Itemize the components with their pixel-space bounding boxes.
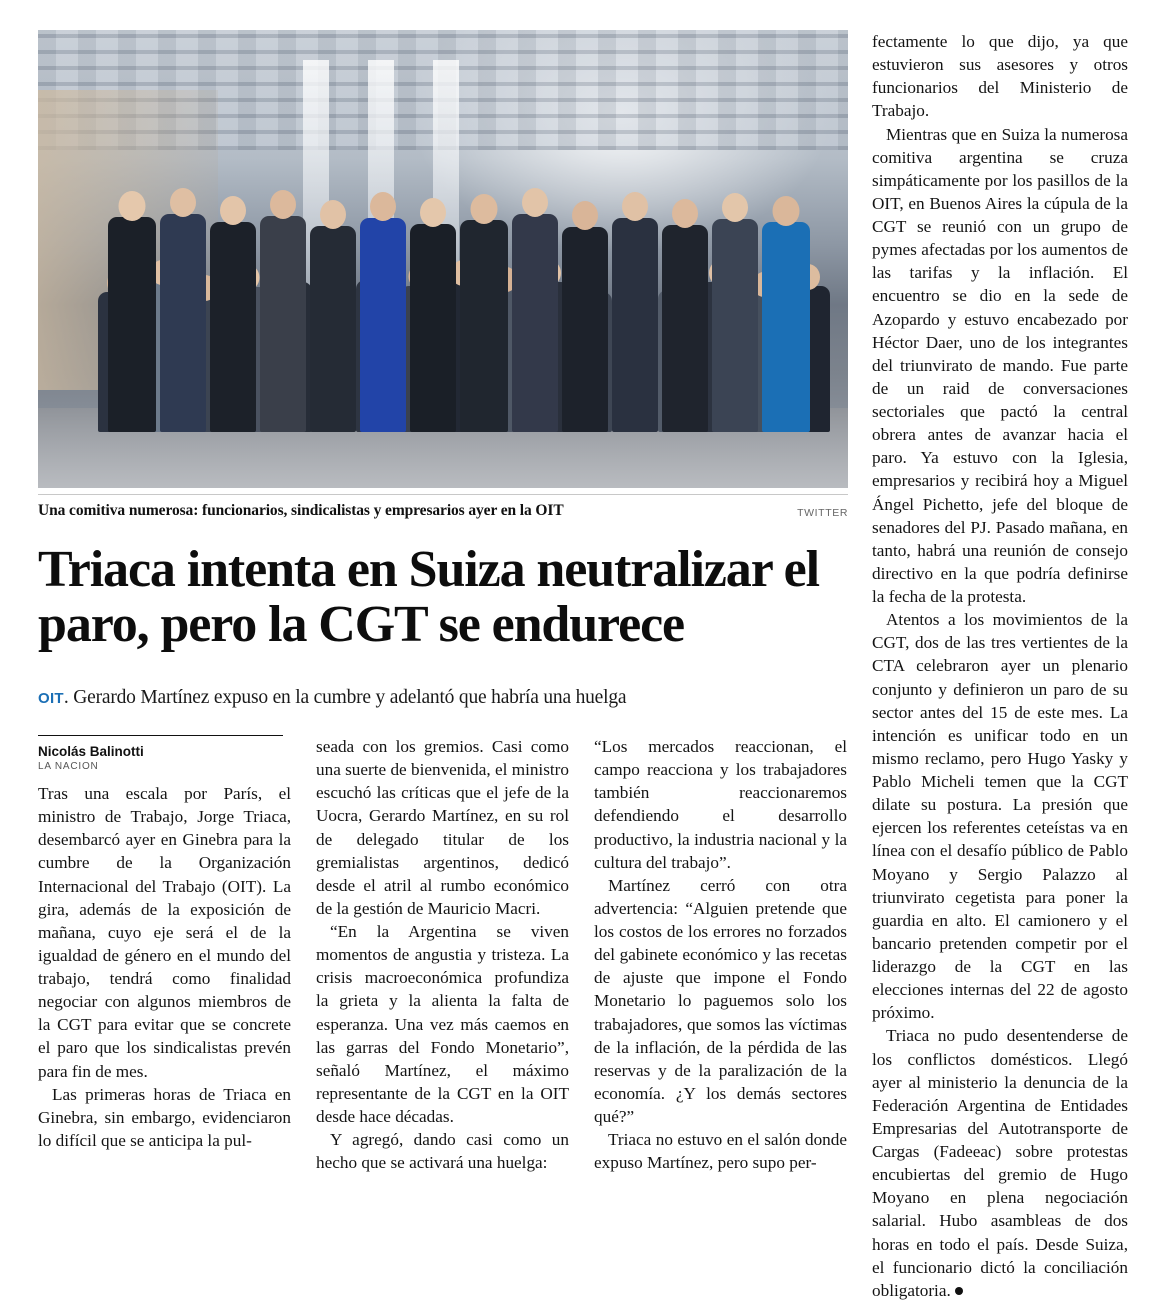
body-column-4 xyxy=(872,30,1128,1302)
body-column-2 xyxy=(316,735,569,1174)
byline-organization: LA NACION xyxy=(38,761,99,772)
article-top xyxy=(38,30,848,709)
paragraph: “Los mercados reaccionan, el campo reacciona y los trabajadores también reaccionaremos defendiendo el desarrollo productivo, la industria nacional y la cultura del trabajo”. xyxy=(594,737,847,872)
paragraph-text: Triaca no pudo desentenderse de los conflictos domésticos. Llegó ayer al ministerio la denuncia de la Federación Argentina de Entidades Empresarias del Autotransporte de Cargas (Fadeeac) sobre protestas encubiertas del gremio de Hugo Moyano en plena negociación salarial. Hubo asambleas de dos horas en todo el país. Desde Suiza, el funcionario dictó la conciliación obligatoria. xyxy=(872,1026,1128,1300)
body-column-3 xyxy=(594,735,847,1174)
paragraph: Martínez cerró con otra advertencia: “Alguien pretende que los costos de los errores no forzados del gabinete económico y las recetas de ajuste que impone el Fondo Monetario lo paguemos solo los trabajadores, que somos las víctimas de la inflación, de la pérdida de las reservas y de la paralización de la economía. ¿Y los demás sectores qué?” xyxy=(594,875,847,1126)
paragraph: fectamente lo que dijo, ya que estuvieron sus asesores y otros funcionarios del Ministerio de Trabajo. xyxy=(872,32,1128,121)
photo-crowd xyxy=(38,102,848,432)
article-photo xyxy=(38,30,848,488)
article-headline: Triaca intenta en Suiza neutralizar el paro, pero la CGT se endurece xyxy=(38,541,819,654)
end-of-article-dot xyxy=(955,1287,963,1295)
photo-caption: Una comitiva numerosa: funcionarios, sindicalistas y empresarios ayer en la OIT xyxy=(38,502,564,519)
subhead-kicker: OIT xyxy=(38,690,64,708)
paragraph: Las primeras horas de Triaca en Ginebra, sin embargo, evidenciaron lo difícil que se anticipa la pul- xyxy=(38,1084,291,1150)
subhead-text: . Gerardo Martínez expuso en la cumbre y adelantó que habría una huelga xyxy=(63,687,627,709)
photo-caption-bar xyxy=(38,494,848,520)
photo-credit: TWITTER xyxy=(797,507,848,519)
paragraph: “En la Argentina se viven momentos de angustia y tristeza. La crisis macroeconómica profundiza la grieta y la alienta la falta de esperanza. Una vez más caemos en las garras del Fondo Monetario”, señaló Martínez, el máximo representante de la CGT en la OIT desde hace décadas. xyxy=(316,922,569,1126)
paragraph: seada con los gremios. Casi como una suerte de bienvenida, el ministro escuchó las críticas que el jefe de la Uocra, Gerardo Martínez, en su rol de delegado titular de los gremialistas argentinos, dedicó desde el atril al rumbo económico de la gestión de Mauricio Macri. xyxy=(316,737,569,918)
body-column-1 xyxy=(38,735,291,1174)
paragraph: Tras una escala por París, el ministro de Trabajo, Jorge Triaca, desembarcó ayer en Ginebra para la cumbre de la Organización Internacional del Trabajo (OIT). La gira, además de la exposición de mañana, cuyo eje será el de la igualdad de género en el mundo del trabajo, tendrá como finalidad negociar con algunos miembros de la CGT para evitar que se concrete el paro que los sindicalistas prevén para fin de mes. xyxy=(38,784,291,1081)
byline-rule xyxy=(38,735,283,736)
paragraph: Atentos a los movimientos de la CGT, dos de las tres vertientes de la CTA celebraron ayer un plenario conjunto y definieron un paro de su sector antes del 15 de este mes. La intención es unificar todo en un mismo reclamo, pero Hugo Yasky y Pablo Micheli temen que la CGT dilate su postura. La presión que ejercen los referentes ceteístas va en línea con el desafío público de Pablo Moyano y Sergio Palazzo al triunvirato cegetista para poner la guardia en alto. El camionero y el bancario pretenden competir por el liderazgo de la CGT en las elecciones internas del 22 de agosto próximo. xyxy=(872,610,1128,1023)
article-subhead xyxy=(38,687,848,709)
paragraph-final xyxy=(872,1024,1128,1302)
byline-author: Nicolás Balinotti xyxy=(38,744,144,759)
paragraph: Mientras que en Suiza la numerosa comitiva argentina se cruza simpáticamente por los pasillos de la OIT, en Buenos Aires la cúpula de la CGT se reunió con un grupo de pymes afectadas por los aumentos de las tarifas y la inflación. El encuentro se dio en la sede de Azopardo y estuvo encabezado por Héctor Daer, uno de los integrantes del triunvirato de mando. Fue parte de un raid de conversaciones sectoriales que pactó la central obrera antes de avanzar hacia el paro. Ya estuvo con la Iglesia, empresarios y recibirá hoy a Miguel Ángel Pichetto, jefe del bloque de senadores del PJ. Pasado mañana, en tanto, habrá una reunión de consejo directivo en la que podría definirse la fecha de la protesta. xyxy=(872,124,1128,606)
paragraph: Y agregó, dando casi como un hecho que se activará una huelga: xyxy=(316,1130,569,1173)
paragraph: Triaca no estuvo en el salón donde expuso Martínez, pero supo per- xyxy=(594,1130,847,1173)
